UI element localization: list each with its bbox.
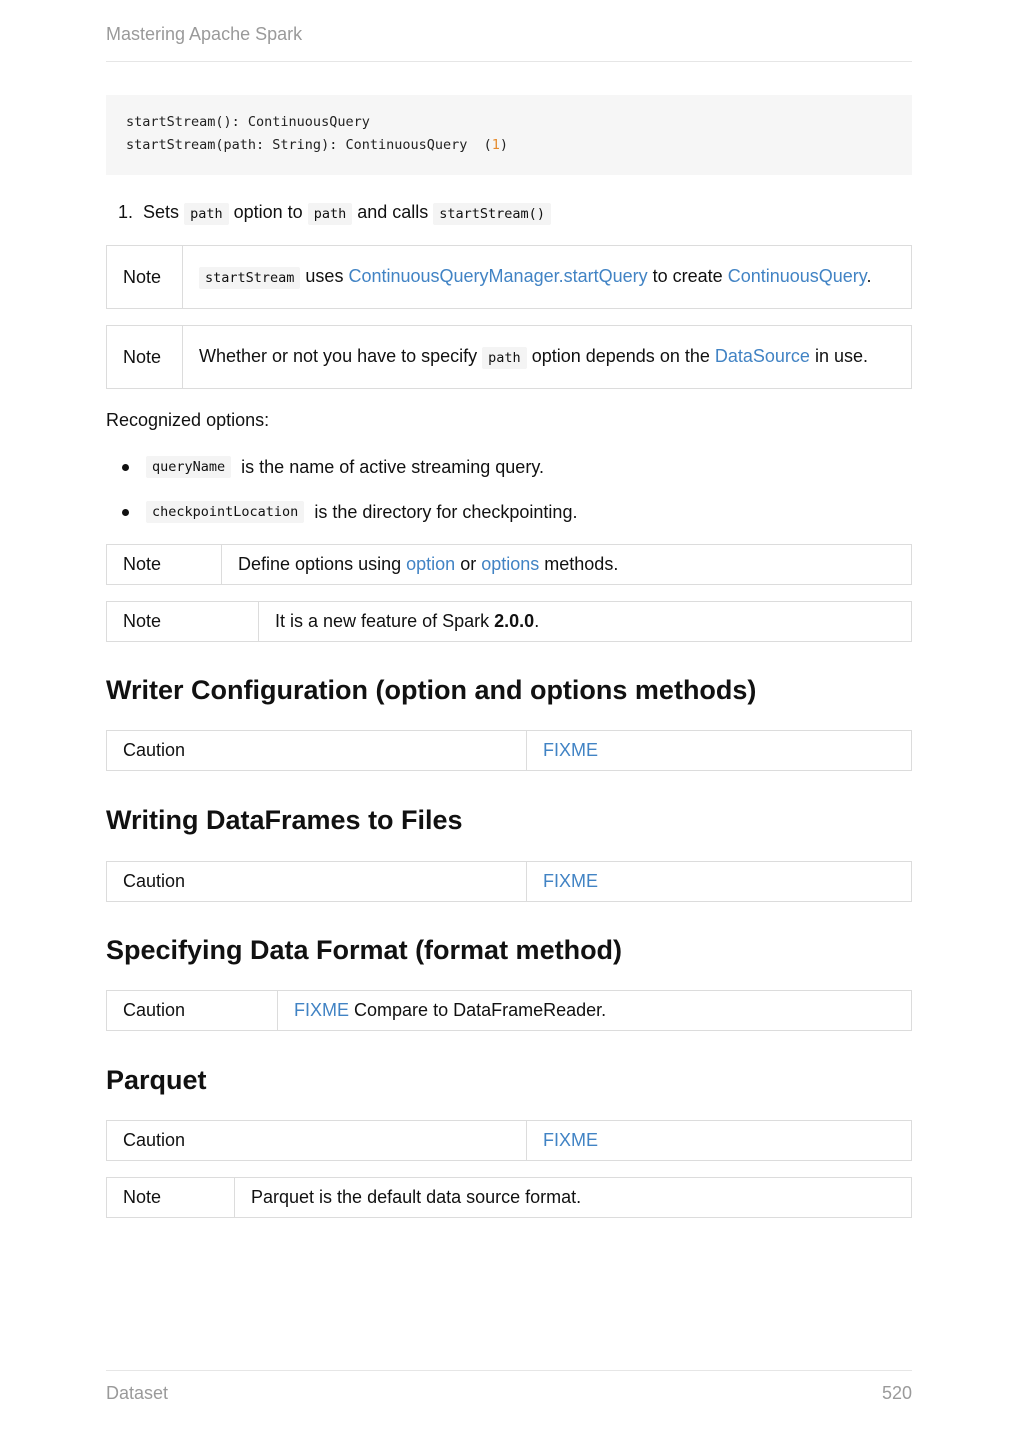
section-heading: Writing DataFrames to Files xyxy=(106,805,463,835)
inline-code: path xyxy=(308,203,353,225)
note-text: in use. xyxy=(814,345,868,366)
bullet-dot xyxy=(122,464,129,471)
link-fixme[interactable]: FIXME xyxy=(543,1130,599,1150)
inline-code: startStream xyxy=(199,267,300,289)
note-text: option depends on the xyxy=(531,345,710,366)
link-fixme[interactable]: FIXME xyxy=(543,740,599,760)
code-line xyxy=(126,134,892,157)
inline-code: queryName xyxy=(146,456,231,478)
admonition-content xyxy=(259,602,911,641)
list-item-text: is the name of active streaming query. xyxy=(241,456,544,477)
note-text: It is a new feature of Spark xyxy=(275,611,490,631)
inline-code: path xyxy=(482,347,527,369)
admonition-label: Note xyxy=(107,1178,235,1217)
link-startquery[interactable]: ContinuousQueryManager.startQuery xyxy=(348,265,648,286)
note-text: uses xyxy=(305,265,344,286)
note-admonition xyxy=(106,325,912,389)
code-text: ) xyxy=(499,137,509,153)
caution-text: Compare to DataFrameReader. xyxy=(354,1000,607,1020)
link-fixme[interactable]: FIXME xyxy=(294,1000,350,1020)
chapter-name: Dataset xyxy=(106,1383,169,1403)
link-datasource[interactable]: DataSource xyxy=(714,345,810,366)
paragraph: Recognized options: xyxy=(106,410,270,430)
bullet-dot xyxy=(122,509,129,516)
admonition-label: Caution xyxy=(107,862,527,901)
section-heading: Specifying Data Format (format method) xyxy=(106,935,623,965)
link-fixme[interactable]: FIXME xyxy=(543,871,599,891)
admonition-label: Note xyxy=(107,326,183,388)
inline-code: path xyxy=(184,203,229,225)
admonition-content xyxy=(527,862,911,901)
note-text: Define options using xyxy=(238,554,402,574)
note-text: methods. xyxy=(544,554,619,574)
caution-admonition xyxy=(106,861,912,902)
step-number: 1. xyxy=(118,202,134,222)
admonition-label: Note xyxy=(107,602,259,641)
list-item-text: is the directory for checkpointing. xyxy=(314,501,578,522)
step-text: Sets xyxy=(143,202,180,222)
link-option[interactable]: option xyxy=(406,554,456,574)
admonition-content xyxy=(235,1178,911,1217)
page-header xyxy=(106,24,912,62)
note-text: to create xyxy=(652,265,723,286)
list-item xyxy=(122,456,544,478)
caution-admonition xyxy=(106,990,912,1031)
callout-number: 1 xyxy=(491,137,500,153)
note-text: or xyxy=(460,554,477,574)
note-text: . xyxy=(866,265,872,286)
link-continuousquery[interactable]: ContinuousQuery xyxy=(727,265,867,286)
admonition-label: Caution xyxy=(107,731,527,770)
admonition-label: Caution xyxy=(107,991,278,1030)
note-admonition xyxy=(106,1177,912,1218)
caution-admonition xyxy=(106,730,912,771)
caution-admonition xyxy=(106,1120,912,1161)
code-text: startStream(path: String): ContinuousQuery ( xyxy=(126,137,492,153)
book-title: Mastering Apache Spark xyxy=(106,24,303,44)
inline-code: checkpointLocation xyxy=(146,501,304,523)
inline-code: startStream() xyxy=(433,203,551,225)
admonition-label: Note xyxy=(107,545,222,584)
admonition-content xyxy=(527,1121,911,1160)
note-admonition xyxy=(106,544,912,585)
admonition-content xyxy=(183,246,911,308)
section-heading: Parquet xyxy=(106,1065,207,1095)
section-heading: Writer Configuration (option and options methods) xyxy=(106,675,757,705)
link-options[interactable]: options xyxy=(481,554,540,574)
admonition-label: Caution xyxy=(107,1121,527,1160)
version-bold: 2.0.0 xyxy=(494,611,535,631)
admonition-content xyxy=(183,326,911,388)
page-number: 520 xyxy=(881,1383,912,1403)
callout-step xyxy=(118,202,551,223)
list-item xyxy=(122,501,577,523)
admonition-label: Note xyxy=(107,246,183,308)
note-text: Whether or not you have to specify xyxy=(199,345,478,366)
admonition-content xyxy=(527,731,911,770)
code-block xyxy=(106,95,912,175)
note-admonition xyxy=(106,245,912,309)
admonition-content xyxy=(222,545,911,584)
note-admonition xyxy=(106,601,912,642)
step-text: and calls xyxy=(357,202,429,222)
note-text: . xyxy=(534,611,540,631)
step-text: option to xyxy=(233,202,303,222)
admonition-content xyxy=(278,991,911,1030)
note-text: Parquet is the default data source format. xyxy=(251,1187,582,1207)
code-line: startStream(): ContinuousQuery xyxy=(126,114,370,130)
page-footer xyxy=(106,1370,912,1404)
